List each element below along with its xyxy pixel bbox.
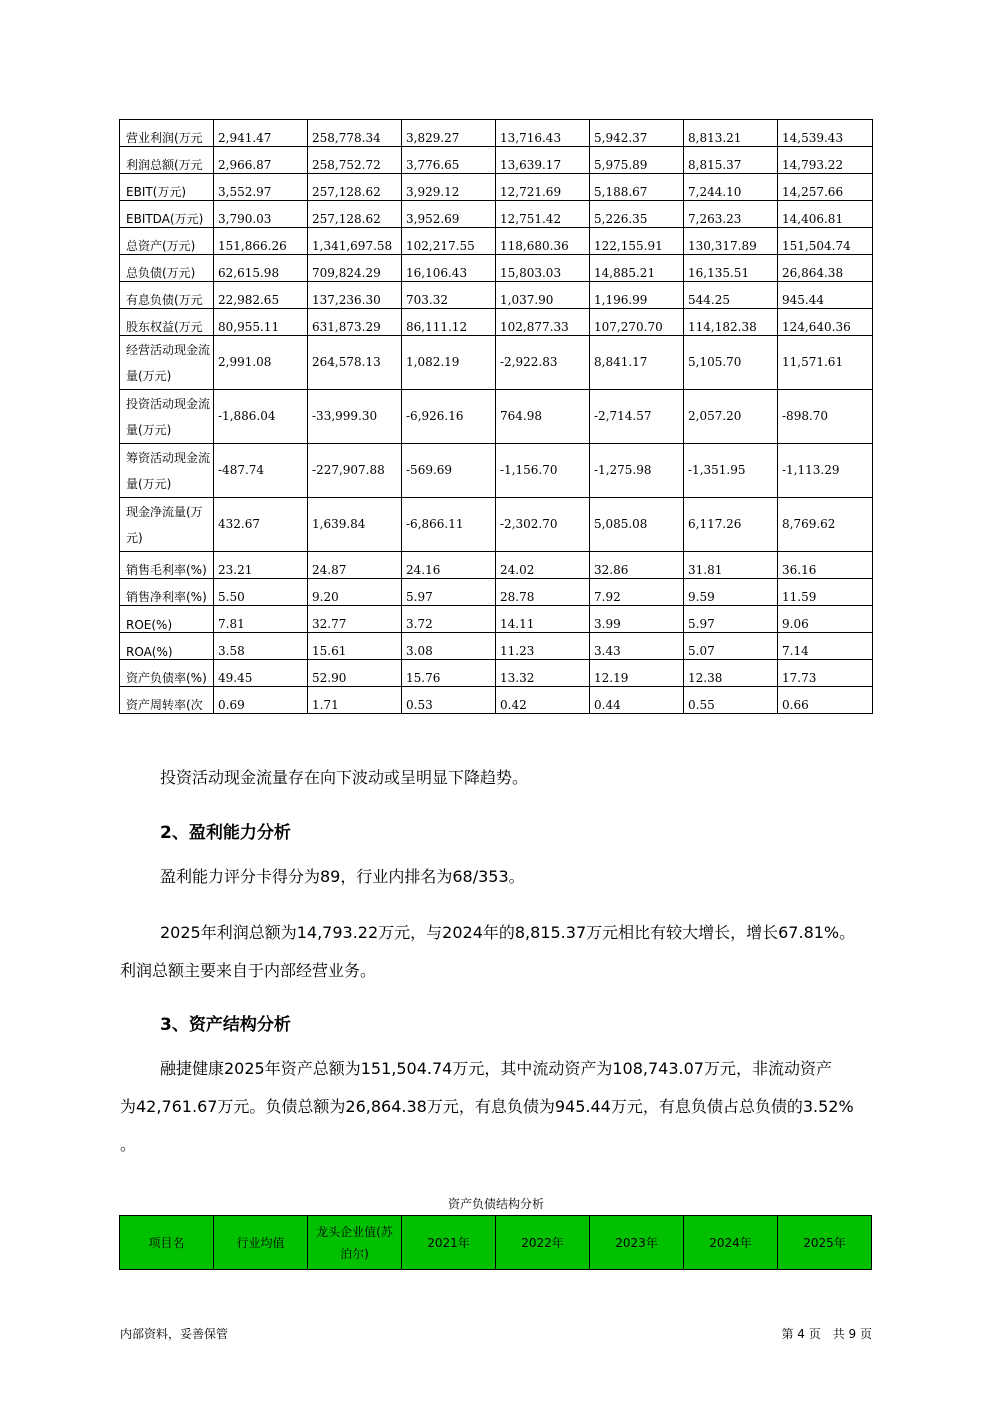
cell-value: 7.81 [214, 606, 308, 633]
header-cell: 2024年 [684, 1216, 778, 1270]
cell-value: 137,236.30 [308, 282, 402, 309]
cell-value: 0.55 [684, 687, 778, 714]
cell-value: 5.97 [402, 579, 496, 606]
cell-value: 709,824.29 [308, 255, 402, 282]
table-row [120, 660, 873, 687]
row-label: ROA(%) [120, 633, 214, 660]
cell-value: 3,929.12 [402, 174, 496, 201]
financial-indicator-table [119, 119, 873, 714]
cell-value: 5,085.08 [590, 498, 684, 552]
cell-value: 258,778.34 [308, 120, 402, 147]
row-label: 经营活动现金流量(万元) [120, 336, 214, 390]
cell-value: 8,769.62 [778, 498, 873, 552]
cell-value: 24.87 [308, 552, 402, 579]
cell-value: 703.32 [402, 282, 496, 309]
cell-value: 7,263.23 [684, 201, 778, 228]
cell-value: -898.70 [778, 390, 873, 444]
cell-value: -2,302.70 [496, 498, 590, 552]
cell-value: 0.66 [778, 687, 873, 714]
header-cell: 龙头企业值(苏泊尔) [308, 1216, 402, 1270]
cell-value: 257,128.62 [308, 174, 402, 201]
table-row [120, 579, 873, 606]
cell-value: 14,885.21 [590, 255, 684, 282]
cell-value: 14.11 [496, 606, 590, 633]
cell-value: 26,864.38 [778, 255, 873, 282]
cell-value: 22,982.65 [214, 282, 308, 309]
cell-value: 12.19 [590, 660, 684, 687]
cell-value: 14,793.22 [778, 147, 873, 174]
cell-value: -569.69 [402, 444, 496, 498]
cell-value: 16,106.43 [402, 255, 496, 282]
row-label: 营业利润(万元 [120, 120, 214, 147]
row-label: 销售净利率(%) [120, 579, 214, 606]
cell-value: 31.81 [684, 552, 778, 579]
table-row [120, 282, 873, 309]
cell-value: 1,196.99 [590, 282, 684, 309]
cell-value: 0.44 [590, 687, 684, 714]
cell-value: 130,317.89 [684, 228, 778, 255]
cell-value: 8,813.21 [684, 120, 778, 147]
asset-liability-structure-table [119, 1215, 872, 1270]
cell-value: 14,406.81 [778, 201, 873, 228]
table-row [120, 174, 873, 201]
cell-value: 12,751.42 [496, 201, 590, 228]
cell-value: 6,117.26 [684, 498, 778, 552]
cell-value: 17.73 [778, 660, 873, 687]
cell-value: -1,351.95 [684, 444, 778, 498]
cell-value: 11.23 [496, 633, 590, 660]
heading-profitability: 2、盈利能力分析 [160, 823, 291, 843]
paragraph-asset-line1: 融捷健康2025年资产总额为151,504.74万元，其中流动资产为108,743.07万元，非流动资产 [160, 1059, 832, 1078]
cell-value: -33,999.30 [308, 390, 402, 444]
table-row [120, 309, 873, 336]
cell-value: 544.25 [684, 282, 778, 309]
cell-value: 32.77 [308, 606, 402, 633]
cell-value: 9.06 [778, 606, 873, 633]
cell-value: 118,680.36 [496, 228, 590, 255]
header-cell: 项目名 [120, 1216, 214, 1270]
cell-value: 258,752.72 [308, 147, 402, 174]
row-label: 总资产(万元) [120, 228, 214, 255]
cell-value: 114,182.38 [684, 309, 778, 336]
cell-value: 14,539.43 [778, 120, 873, 147]
cell-value: 8,841.17 [590, 336, 684, 390]
cell-value: 151,866.26 [214, 228, 308, 255]
table-row [120, 120, 873, 147]
cell-value: 49.45 [214, 660, 308, 687]
row-label: ROE(%) [120, 606, 214, 633]
cell-value: -1,886.04 [214, 390, 308, 444]
cell-value: 7.92 [590, 579, 684, 606]
row-label: 资产周转率(次 [120, 687, 214, 714]
row-label: 利润总额(万元 [120, 147, 214, 174]
cell-value: 86,111.12 [402, 309, 496, 336]
cell-value: 1,082.19 [402, 336, 496, 390]
header-cell: 行业均值 [214, 1216, 308, 1270]
cell-value: -2,922.83 [496, 336, 590, 390]
cell-value: 3.99 [590, 606, 684, 633]
cell-value: 1,639.84 [308, 498, 402, 552]
table-header-row [120, 1216, 872, 1270]
cell-value: 52.90 [308, 660, 402, 687]
heading-asset-structure: 3、资产结构分析 [160, 1015, 291, 1035]
cell-value: 11.59 [778, 579, 873, 606]
cell-value: 102,217.55 [402, 228, 496, 255]
cell-value: 102,877.33 [496, 309, 590, 336]
cell-value: 124,640.36 [778, 309, 873, 336]
cell-value: 11,571.61 [778, 336, 873, 390]
table-row [120, 444, 873, 498]
cell-value: -1,156.70 [496, 444, 590, 498]
cell-value: -6,866.11 [402, 498, 496, 552]
cell-value: 80,955.11 [214, 309, 308, 336]
cell-value: 5.50 [214, 579, 308, 606]
table-row [120, 255, 873, 282]
cell-value: 3,552.97 [214, 174, 308, 201]
cell-value: 3.08 [402, 633, 496, 660]
cell-value: 12,721.69 [496, 174, 590, 201]
table-row [120, 606, 873, 633]
cell-value: -487.74 [214, 444, 308, 498]
cell-value: 257,128.62 [308, 201, 402, 228]
paragraph-profit-total-line1: 2025年利润总额为14,793.22万元，与2024年的8,815.37万元相比有较大增长，增长67.81%。 [160, 923, 856, 942]
table-row [120, 336, 873, 390]
paragraph-asset-line2: 为42,761.67万元。负债总额为26,864.38万元，有息负债为945.44万元，有息负债占总负债的3.52% [120, 1097, 854, 1116]
row-label: EBITDA(万元) [120, 201, 214, 228]
table-row [120, 201, 873, 228]
cell-value: 9.20 [308, 579, 402, 606]
table-row [120, 228, 873, 255]
cell-value: 7.14 [778, 633, 873, 660]
header-cell: 2025年 [778, 1216, 872, 1270]
row-label: 股东权益(万元 [120, 309, 214, 336]
cell-value: 8,815.37 [684, 147, 778, 174]
cell-value: 122,155.91 [590, 228, 684, 255]
cell-value: 2,991.08 [214, 336, 308, 390]
cell-value: 5,105.70 [684, 336, 778, 390]
header-cell: 2021年 [402, 1216, 496, 1270]
cell-value: 0.69 [214, 687, 308, 714]
cell-value: 3.43 [590, 633, 684, 660]
table-row [120, 633, 873, 660]
cell-value: 2,966.87 [214, 147, 308, 174]
header-cell: 2022年 [496, 1216, 590, 1270]
row-label: 总负债(万元) [120, 255, 214, 282]
row-label: 现金净流量(万元) [120, 498, 214, 552]
cell-value: 5,942.37 [590, 120, 684, 147]
paragraph-asset-line3: 。 [120, 1135, 137, 1154]
cell-value: 7,244.10 [684, 174, 778, 201]
cell-value: 631,873.29 [308, 309, 402, 336]
cell-value: 107,270.70 [590, 309, 684, 336]
cell-value: 1,341,697.58 [308, 228, 402, 255]
cell-value: 3,829.27 [402, 120, 496, 147]
row-label: 投资活动现金流量(万元) [120, 390, 214, 444]
cell-value: 32.86 [590, 552, 684, 579]
cell-value: 24.02 [496, 552, 590, 579]
paragraph-invest-trend: 投资活动现金流量存在向下波动或呈明显下降趋势。 [160, 768, 529, 787]
footer-page-number: 第 4 页 共 9 页 [781, 1327, 872, 1341]
cell-value: 3.58 [214, 633, 308, 660]
cell-value: -227,907.88 [308, 444, 402, 498]
cell-value: 3,790.03 [214, 201, 308, 228]
cell-value: 0.42 [496, 687, 590, 714]
cell-value: -6,926.16 [402, 390, 496, 444]
cell-value: 945.44 [778, 282, 873, 309]
row-label: 有息负债(万元 [120, 282, 214, 309]
cell-value: 764.98 [496, 390, 590, 444]
cell-value: 15,803.03 [496, 255, 590, 282]
table-row [120, 390, 873, 444]
cell-value: 13,716.43 [496, 120, 590, 147]
paragraph-profit-total-line2: 利润总额主要来自于内部经营业务。 [120, 961, 377, 980]
cell-value: 432.67 [214, 498, 308, 552]
row-label: 销售毛利率(%) [120, 552, 214, 579]
cell-value: 15.61 [308, 633, 402, 660]
row-label: EBIT(万元) [120, 174, 214, 201]
cell-value: -1,113.29 [778, 444, 873, 498]
cell-value: 14,257.66 [778, 174, 873, 201]
cell-value: 264,578.13 [308, 336, 402, 390]
cell-value: 12.38 [684, 660, 778, 687]
cell-value: 5,975.89 [590, 147, 684, 174]
cell-value: 62,615.98 [214, 255, 308, 282]
cell-value: 24.16 [402, 552, 496, 579]
cell-value: 2,941.47 [214, 120, 308, 147]
footer-confidential: 内部资料，妥善保管 [120, 1327, 229, 1341]
row-label: 筹资活动现金流量(万元) [120, 444, 214, 498]
cell-value: 3.72 [402, 606, 496, 633]
cell-value: 5.97 [684, 606, 778, 633]
cell-value: 9.59 [684, 579, 778, 606]
table-row [120, 687, 873, 714]
cell-value: 36.16 [778, 552, 873, 579]
cell-value: 16,135.51 [684, 255, 778, 282]
cell-value: 13.32 [496, 660, 590, 687]
cell-value: 23.21 [214, 552, 308, 579]
cell-value: -1,275.98 [590, 444, 684, 498]
cell-value: 5,226.35 [590, 201, 684, 228]
cell-value: 0.53 [402, 687, 496, 714]
cell-value: 3,776.65 [402, 147, 496, 174]
cell-value: 3,952.69 [402, 201, 496, 228]
table-row [120, 498, 873, 552]
cell-value: 5.07 [684, 633, 778, 660]
cell-value: 13,639.17 [496, 147, 590, 174]
cell-value: 15.76 [402, 660, 496, 687]
table-caption: 资产负债结构分析 [447, 1197, 544, 1211]
cell-value: 5,188.67 [590, 174, 684, 201]
row-label: 资产负债率(%) [120, 660, 214, 687]
cell-value: 1,037.90 [496, 282, 590, 309]
paragraph-profit-score: 盈利能力评分卡得分为89，行业内排名为68/353。 [160, 867, 525, 886]
cell-value: 151,504.74 [778, 228, 873, 255]
cell-value: 28.78 [496, 579, 590, 606]
header-cell: 2023年 [590, 1216, 684, 1270]
cell-value: -2,714.57 [590, 390, 684, 444]
cell-value: 2,057.20 [684, 390, 778, 444]
cell-value: 1.71 [308, 687, 402, 714]
table-row [120, 552, 873, 579]
table-row [120, 147, 873, 174]
